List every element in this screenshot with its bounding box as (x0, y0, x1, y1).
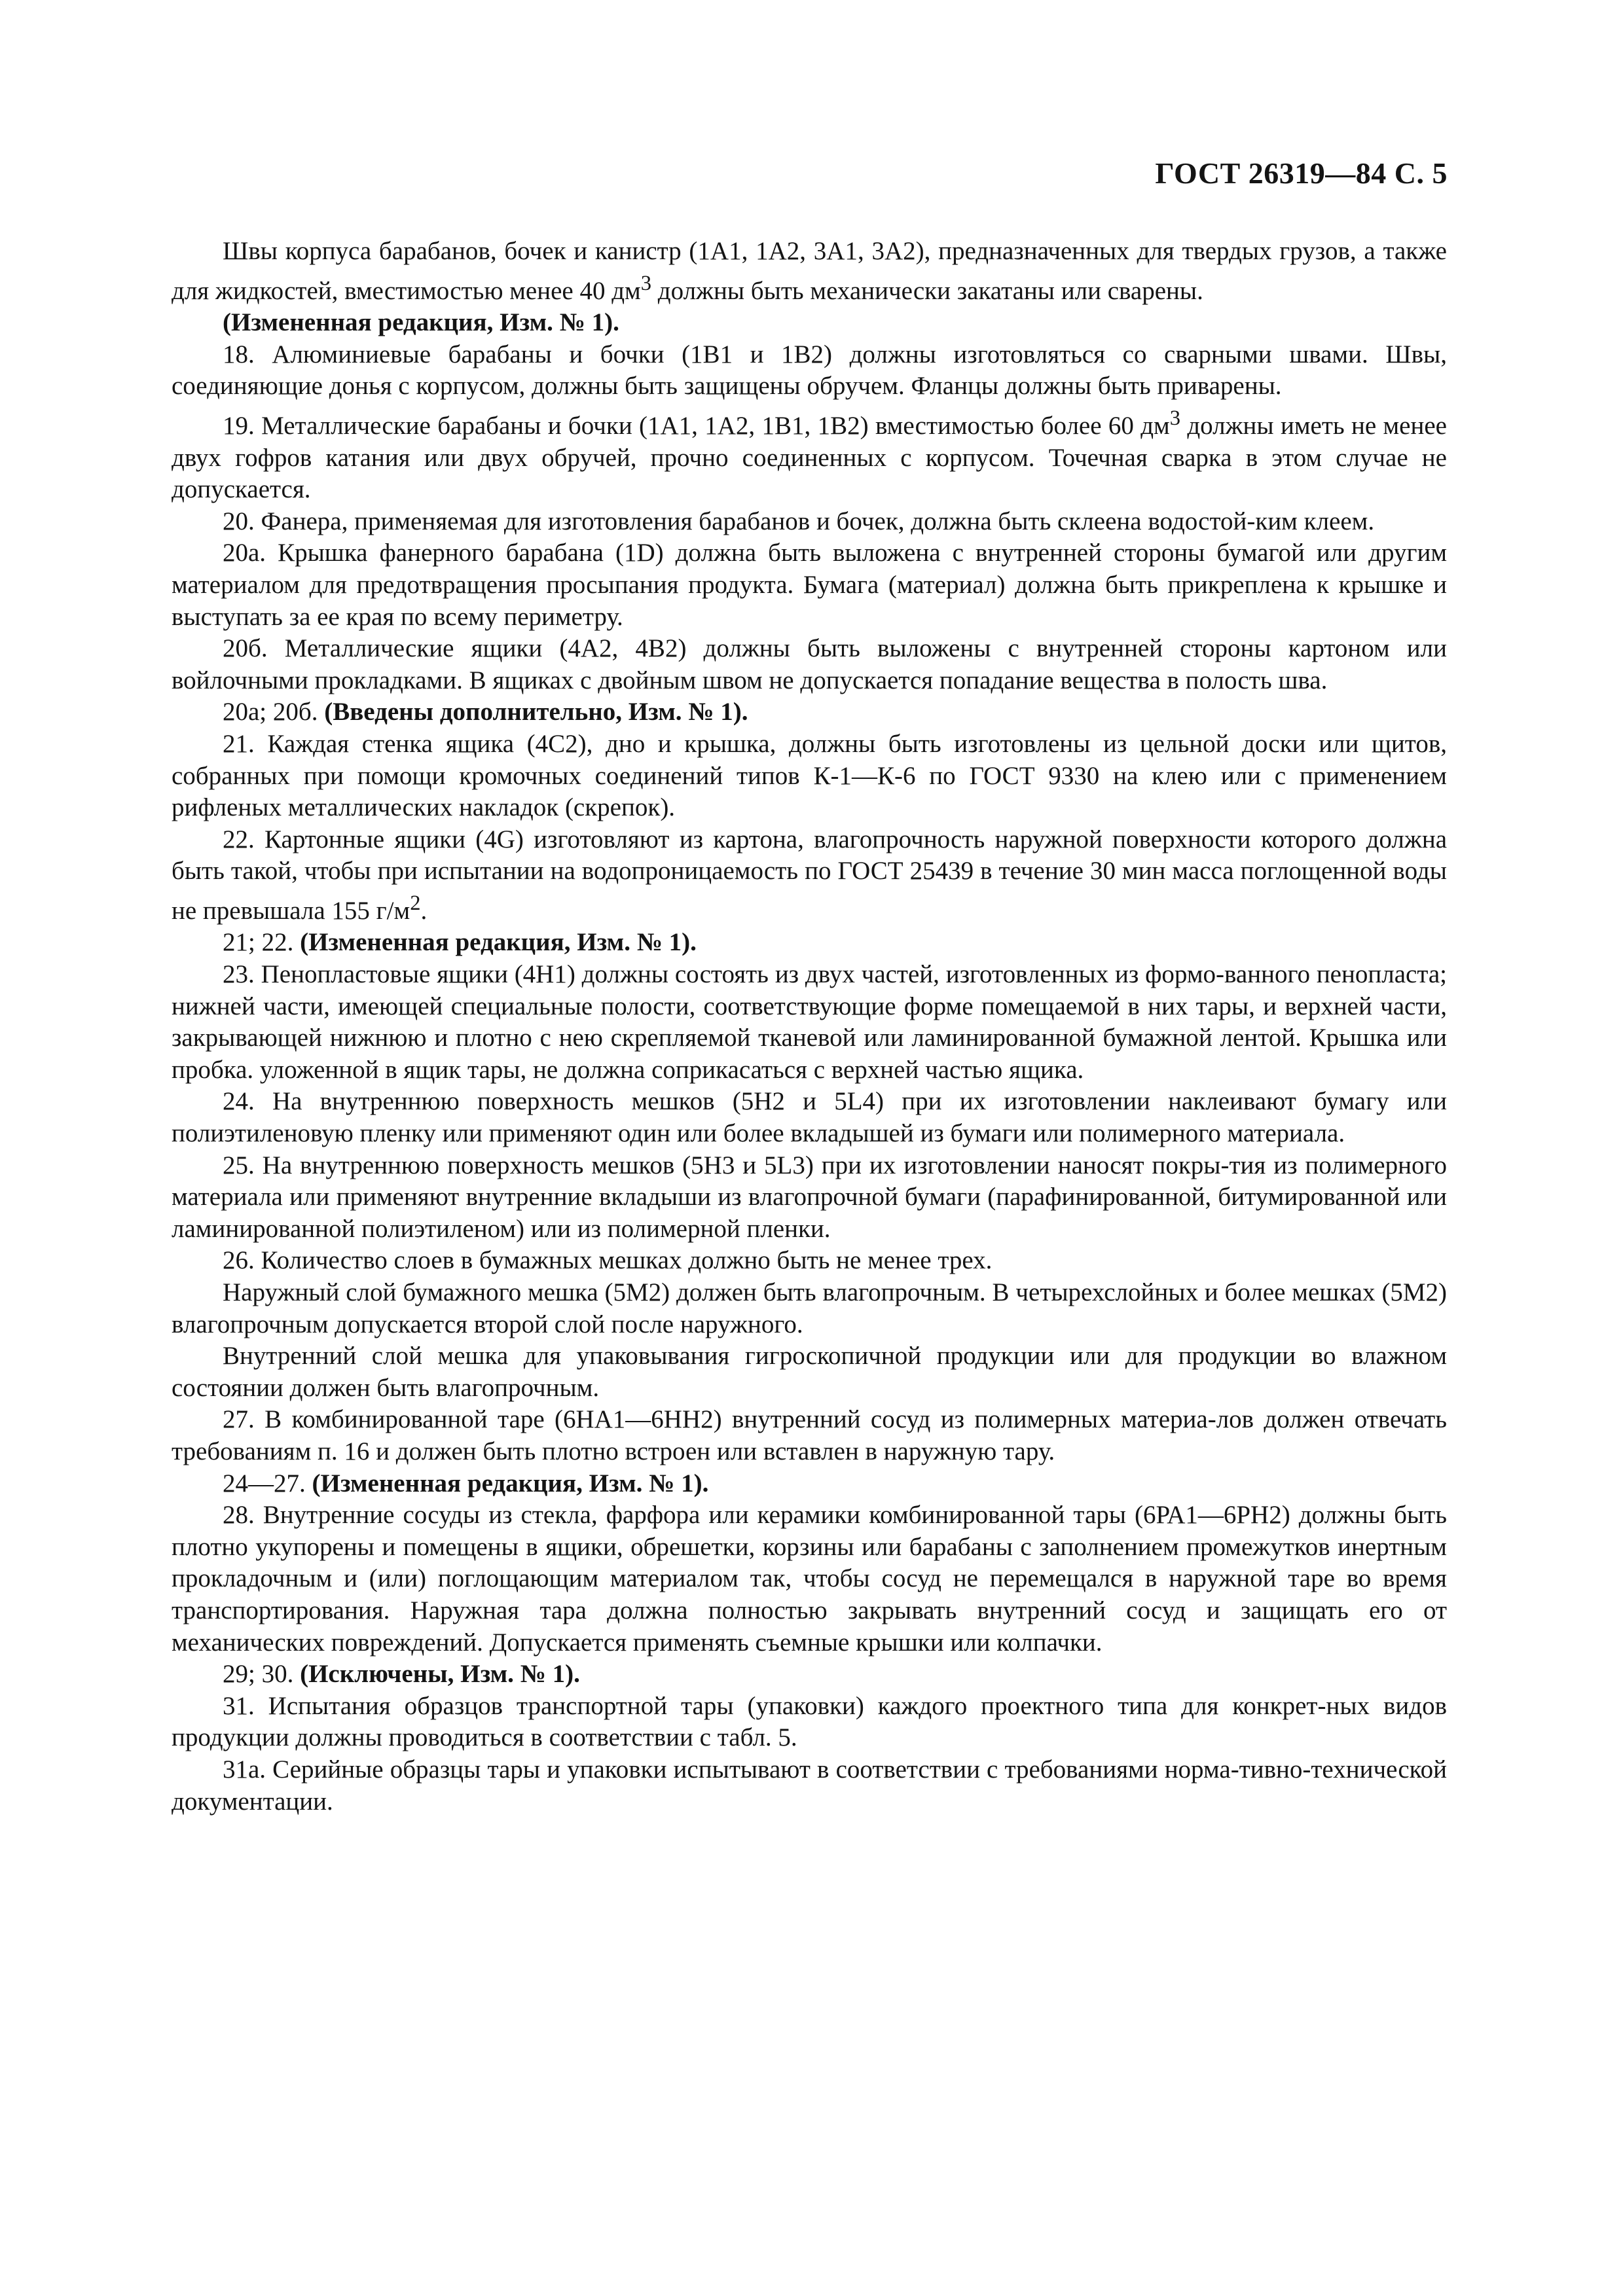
paragraph-22: 31а. Серийные образцы тары и упаковки испытывают в соответствии с требованиями норма-тивно-технической документации. (172, 1755, 1447, 1816)
page-header: ГОСТ 26319—84 С. 5 (1155, 156, 1448, 190)
paragraph-6: 20б. Металлические ящики (4А2, 4В2) должны быть выложены с внутренней стороны картоном или войлочными прокладками. В ящиках с двойным швом не допускается попадание вещества в полость шва. (172, 634, 1447, 694)
paragraph-7: 20а; 20б. (Введены дополнительно, Изм. № 1). (223, 698, 748, 726)
paragraph-19: 28. Внутренние сосуды из стекла, фарфора или керамики комбинированной тары (6РА1—6РН2) должны быть плотно укупорены и помещены в ящики, обрешетки, корзины или барабаны с заполнением промежутков инертным прокладочным и (или) поглощающим материалом так, чтобы сосуд не перемещался в наружной таре во время транспортирования. Наружная тара должна полностью закрывать внутренний сосуд и защищать его от механических повреждений. Допускается применять съемные крышки или колпачки. (172, 1501, 1447, 1657)
paragraph-0: Швы корпуса барабанов, бочек и канистр (1А1, 1А2, 3А1, 3А2), предназначенных для твердых грузов, а также для жидкостей, вместимостью менее 40 $дм^3$ должны быть механически закатаны или сварены. (172, 237, 1447, 305)
paragraph-1: (Измененная редакция, Изм. № 1). (223, 308, 619, 337)
paragraph-12: 24. На внутреннюю поверхность мешков (5Н2 и 5L4) при их изготовлении наклеивают бумагу или полиэтиленовую пленку или применяют один или более вкладышей из бумаги или полимерного материала. (172, 1087, 1447, 1148)
paragraph-14: 26. Количество слоев в бумажных мешках должно быть не менее трех. (223, 1246, 993, 1275)
paragraph-2: 18. Алюминиевые барабаны и бочки (1В1 и 1В2) должны изготовляться со сварными швами. Швы, соединяющие донья с корпусом, должны быть защищены обручем. Фланцы должны быть приварены. (172, 340, 1447, 401)
paragraph-8: 21. Каждая стенка ящика (4С2), дно и крышка, должны быть изготовлены из цельной доски или щитов, собранных при помощи кромочных соединений типов К-1—К-6 по ГОСТ 9330 на клею или с применением рифленых металлических накладок (скрепок). (172, 729, 1447, 822)
paragraph-11: 23. Пенопластовые ящики (4Н1) должны состоять из двух частей, изготовленных из формо-ванного пенопласта; нижней части, имеющей специальные полости, соответствующие форме помещаемой в них тары, и верхней части, закрывающей нижнюю и плотно с нею скрепляемой тканевой или ламинированной бумажной лентой. Крышка или пробка. уложенной в ящик тары, не должна соприкасаться с верхней частью ящика. (172, 960, 1447, 1084)
paragraph-3: 19. Металлические барабаны и бочки (1А1, 1А2, 1В1, 1В2) вместимостью более 60 $дм^3$ должны иметь не менее двух гофров катания или двух обручей, прочно соединенных с корпусом. Точечная сварка в этом случае не допускается. (172, 406, 1447, 504)
paragraph-17: 27. В комбинированной таре (6НА1—6НН2) внутренний сосуд из полимерных материа-лов должен отвечать требованиям п. 16 и должен быть плотно встроен или вставлен в наружную тару. (172, 1405, 1447, 1465)
paragraph-21: 31. Испытания образцов транспортной тары (упаковки) каждого проектного типа для конкрет-ных видов продукции должны проводиться в соответствии с табл. 5. (172, 1691, 1447, 1752)
paragraph-13: 25. На внутреннюю поверхность мешков (5Н3 и 5L3) при их изготовлении наносят покры-тия из полимерного материала или применяют внутренние вкладыши из влагопрочной бумаги (парафинированной, битумированной или ламинированной полиэтиленом) или из полимерной пленки. (172, 1151, 1447, 1243)
paragraph-10: 21; 22. (Измененная редакция, Изм. № 1). (223, 928, 697, 957)
document-body (172, 236, 1447, 1818)
paragraph-4: 20. Фанера, применяемая для изготовления барабанов и бочек, должна быть склеена водостой-ким клеем. (223, 507, 1375, 535)
paragraph-20: 29; 30. (Исключены, Изм. № 1). (223, 1660, 580, 1689)
paragraph-16: Внутренний слой мешка для упаковывания гигроскопичной продукции или для продукции во влажном состоянии должен быть влагопрочным. (172, 1342, 1447, 1402)
paragraph-15: Наружный слой бумажного мешка (5М2) должен быть влагопрочным. В четырехслойных и более мешках (5М2) влагопрочным допускается второй слой после наружного. (172, 1278, 1447, 1338)
paragraph-9: 22. Картонные ящики (4G) изготовляют из картона, влагопрочность наружной поверхности которого должна быть такой, чтобы при испытании на водопроницаемость по ГОСТ 25439 в течение 30 мин масса поглощенной воды не превышала 155 $г/м^2$. (172, 825, 1447, 925)
paragraph-5: 20а. Крышка фанерного барабана (1D) должна быть выложена с внутренней стороны бумагой или другим материалом для предотвращения просыпания продукта. Бумага (материал) должна быть прикреплена к крышке и выступать за ее края по всему периметру. (172, 539, 1447, 631)
paragraph-18: 24—27. (Измененная редакция, Изм. № 1). (223, 1469, 709, 1498)
